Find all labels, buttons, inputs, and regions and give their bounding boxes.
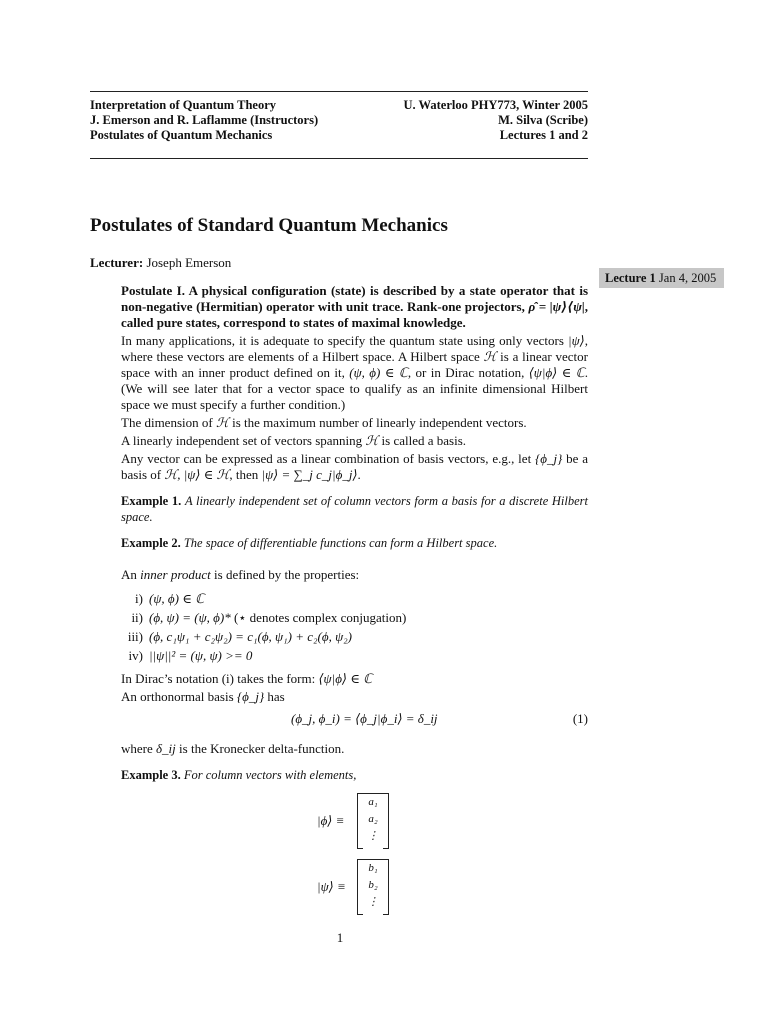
hilbert-space-paragraph: In many applications, it is adequate to specify the quantum state using only vectors |ψ⟩, where these vectors are elements of a Hilbert space. A Hilbert space ℋ is a linear vector space with an inner product defined on it, (ψ, ϕ) ∈ ℂ, or in Dirac notation, ⟨ψ|ϕ⟩ ∈ ℂ. (We will see later that for a vector space to qualify as an infinite dimensional Hilbert space we must specify a further condition.)	[121, 333, 588, 412]
inner-product-intro: An inner product is defined by the properties:	[121, 567, 360, 582]
equation-1	[121, 709, 588, 733]
kronecker-line: where δ_ij is the Kronecker delta-function.	[121, 741, 345, 756]
lecture-margin-note	[599, 268, 724, 288]
vector-entry: b₂	[368, 879, 378, 891]
vector-entry: ⋮	[367, 896, 379, 908]
header-bottom-rule	[90, 158, 588, 159]
example-3: Example 3. For column vectors with elements,	[121, 768, 357, 782]
hilbert-symbol: ℋ	[483, 349, 497, 364]
vector-entry: a₁	[368, 796, 378, 808]
page-number: 1	[336, 930, 344, 945]
linear-combination-paragraph: Any vector can be expressed as a linear combination of basis vectors, e.g., let {ϕ_j} be a basis of ℋ, |ψ⟩ ∈ ℋ, then |ψ⟩ = ∑_j c_j|ϕ_j⟩.	[121, 451, 589, 482]
property-item: iii) (ϕ, c₁ψ₁ + c₂ψ₂) = c₁(ϕ, ψ₁) + c₂(ϕ, ψ₂)	[127, 629, 353, 644]
vector-entry: ⋮	[367, 830, 379, 842]
lecture-numbers: Lectures 1 and 2	[499, 128, 588, 142]
example-2: Example 2. The space of differentiable functions can form a Hilbert space.	[121, 536, 498, 550]
vector-entry: b₁	[368, 862, 378, 874]
vector-psi-lhs: |ψ⟩ ≡	[317, 879, 346, 894]
lecturer-label: Lecturer:	[90, 255, 144, 270]
dimension-paragraph: The dimension of ℋ is the maximum number of linearly independent vectors.	[121, 415, 527, 430]
dirac-inner-math: ⟨ψ|ϕ⟩ ∈ ℂ	[528, 365, 585, 380]
column-vector-psi	[121, 859, 588, 919]
instructors: J. Emerson and R. Laflamme (Instructors)	[90, 113, 319, 127]
lecture-body	[121, 283, 588, 923]
vector-psi-matrix	[357, 859, 389, 915]
equation-1-number: (1)	[572, 711, 588, 726]
property-item: iv) ||ψ||² = (ψ, ψ) >= 0	[128, 648, 253, 663]
course-code: U. Waterloo PHY773, Winter 2005	[403, 98, 588, 112]
scribe: M. Silva (Scribe)	[498, 113, 588, 127]
example-1: Example 1. A linearly independent set of column vectors form a basis for a discrete Hilbert space.	[121, 494, 589, 524]
ket-psi: |ψ⟩	[568, 333, 585, 348]
lecturer-name: Joseph Emerson	[146, 255, 232, 270]
dirac-notation-line: In Dirac’s notation (i) takes the form: ⟨ψ|ϕ⟩ ∈ ℂ	[121, 671, 373, 686]
inner-product-properties	[121, 589, 588, 665]
header-left	[90, 98, 318, 143]
lecture-date: Jan 4, 2005	[658, 271, 717, 285]
inner-product-math: (ψ, ϕ) ∈ ℂ	[349, 365, 408, 380]
course-title: Interpretation of Quantum Theory	[90, 98, 276, 112]
vector-entry: a₂	[368, 813, 378, 825]
lecture-label: Lecture 1	[605, 271, 656, 285]
lecturer-line	[90, 255, 231, 271]
vector-phi-matrix	[357, 793, 389, 849]
property-item: i) (ψ, ϕ) ∈ ℂ	[135, 591, 205, 606]
postulate-1: Postulate I. A physical configuration (state) is described by a state operator that is non-negative (Hermitian) operator with unit trace. Rank-one projectors, ρ̂ = |ψ⟩⟨ψ|, called pure states, correspond to states of maximal knowledge.	[121, 283, 588, 330]
equation-1-math: (ϕ_j, ϕ_i) = ⟨ϕ_j|ϕ_i⟩ = δ_ij	[291, 711, 438, 726]
property-item: ii) (ϕ, ψ) = (ψ, ϕ)* (⋆ denotes complex conjugation)	[131, 610, 407, 625]
header-top-rule	[90, 91, 588, 92]
page-title: Postulates of Standard Quantum Mechanics	[90, 215, 448, 236]
basis-paragraph: A linearly independent set of vectors spanning ℋ is called a basis.	[121, 433, 467, 448]
topic: Postulates of Quantum Mechanics	[90, 128, 273, 142]
orthonormal-basis-line: An orthonormal basis {ϕ_j} has	[121, 689, 285, 704]
pure-state-math: ρ̂ = |ψ⟩⟨ψ|	[528, 299, 585, 314]
column-vector-phi	[121, 793, 588, 853]
inner-product-term: inner product	[140, 567, 211, 582]
header-right	[404, 98, 589, 143]
vector-phi-lhs: |ϕ⟩ ≡	[317, 813, 345, 828]
